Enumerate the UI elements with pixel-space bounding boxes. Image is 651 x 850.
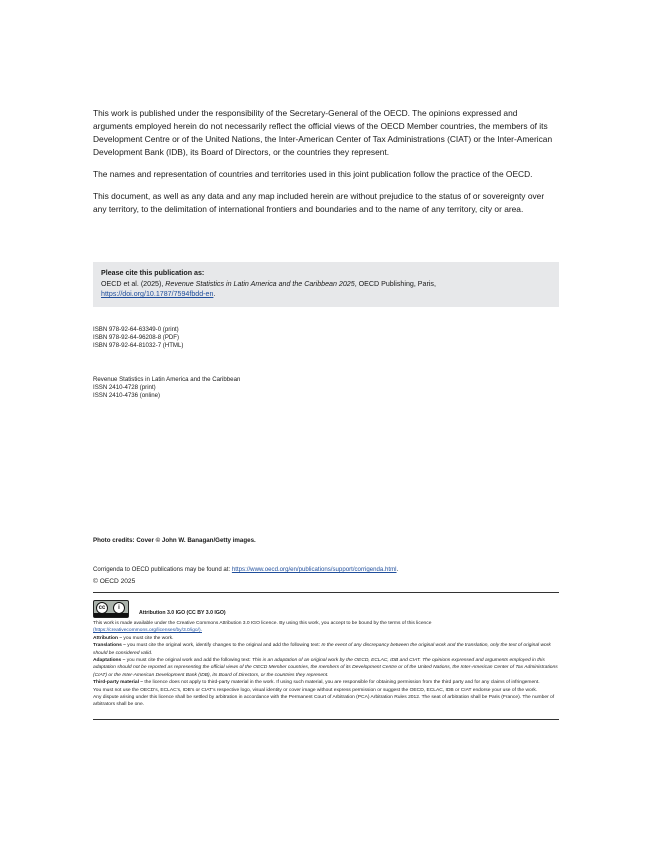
corrigenda-line (93, 566, 398, 573)
divider-top (93, 592, 559, 593)
license-attribution: Attribution – you must cite the work. (93, 635, 174, 641)
corrigenda-text: Corrigenda to OECD publications may be found at: (93, 566, 231, 573)
license-text (93, 620, 559, 709)
citation-text (101, 279, 551, 290)
corrigenda-link[interactable]: https://www.oecd.org/en/publications/support/corrigenda.html (231, 566, 397, 573)
photo-credits-label: Photo credits: (93, 537, 135, 544)
citation-doi-link[interactable]: https://doi.org/10.1787/7594fbdd-en (101, 290, 214, 298)
disclaimer-section (93, 107, 559, 225)
license-dispute: Any dispute arising under this licence shall be settled by arbitration in accordance with the Permanent Court of Arbitration (PCA) Arbitration Rules 2012. The seat of arbitration shall be Paris (France). The number of arbitrators shall be one. (93, 695, 555, 708)
cc-badge-circle-2: i (113, 602, 125, 614)
disclaimer-paragraph-3: This document, as well as any data and any map included herein are without prejudice to the status of or sovereignty over any territory, to the delimitation of international frontiers and boundaries and to the name of any territory, city or area. (93, 191, 545, 214)
citation-doi-line (101, 289, 551, 300)
disclaimer-paragraph-2: The names and representation of countries and territories used in this joint publication follow the practice of the OECD. (93, 169, 533, 179)
license-third-party: Third-party material – the licence does not apply to third-party material in the work. If using such material, you are responsible for obtaining permission from the third party and for any claims of infringement. (93, 680, 540, 686)
license-adaptations: Adaptations – you must cite the original work and add the following text: This is an adaptation of an original work by the OECD, ECLAC, IDB and CIAT. The opinions expressed and arguments employed in this adaptation should not be reported as representing the official views of the OECD Member countries, the members of its Development Centre or of the United Nations, the Inter-American Center of Tax Administrations (CIAT) or the Inter-American Development Bank (IDB), its Board of Directors, or the countries they represent. (93, 658, 558, 678)
photo-credits (93, 537, 256, 544)
photo-credits-text: Cover © John W. Banagan/Getty images. (136, 537, 256, 544)
cc-license-label: Attribution 3.0 IGO (CC BY 3.0 IGO) (139, 610, 226, 616)
corrigenda-suffix: . (396, 566, 399, 573)
issn-print: ISSN 2410-4728 (print) (93, 384, 156, 392)
issn-online: ISSN 2410-4736 (online) (93, 392, 161, 400)
cc-license-row (93, 598, 226, 618)
isbn-block (93, 326, 183, 351)
citation-publisher: , OECD Publishing, Paris, (354, 279, 436, 288)
citation-heading: Please cite this publication as: (101, 269, 205, 277)
citation-doi-suffix: . (213, 290, 216, 298)
license-translations: Translations – you must cite the original work, identify changes to the original and add the following text: In the event of any discrepancy between the original work and the translation, only the text of original work should be considered valid. (93, 643, 551, 656)
copyright: © OECD 2025 (93, 578, 136, 585)
cc-badge-circle-1: cc (96, 602, 108, 614)
series-block (93, 376, 240, 401)
isbn-pdf: ISBN 978-92-64-96208-8 (PDF) (93, 334, 180, 342)
isbn-html: ISBN 978-92-64-81032-7 (HTML) (93, 342, 184, 350)
citation-title: Revenue Statistics in Latin America and the Caribbean 2025 (165, 279, 355, 288)
license-intro: This work is made available under the Creative Commons Attribution 3.0 IGO licence. By using this work, you accept to be bound by the terms of this licence (https://creativecommons.org/licenses/by/3.0/igo/). (93, 621, 432, 634)
license-logo: You must not use the OECD's, ECLAC's, IDB's or CIAT's respective logo, visual identity or cover image without express permission or suggest the OECD, ECLAC, IDB or CIAT endorse your use of the work. (93, 687, 538, 693)
cc-by-icon (93, 600, 129, 618)
isbn-print: ISBN 978-92-64-63349-0 (print) (93, 326, 179, 333)
citation-authors: OECD et al. (2025), (101, 279, 164, 288)
divider-bottom (93, 719, 559, 720)
license-link[interactable]: (https://creativecommons.org/licenses/by/3.0/igo/). (93, 628, 202, 634)
disclaimer-paragraph-1: This work is published under the responsibility of the Secretary-General of the OECD. The opinions expressed and arguments employed herein do not necessarily reflect the official views of the OECD Member countries, the members of its Development Centre or of the United Nations, the Inter-American Center of Tax Administrations (CIAT) or the Inter-American Development Bank (IDB), its Board of Directors, or the countries they represent. (93, 108, 553, 157)
citation-box (93, 262, 559, 307)
series-title: Revenue Statistics in Latin America and the Caribbean (93, 376, 241, 383)
